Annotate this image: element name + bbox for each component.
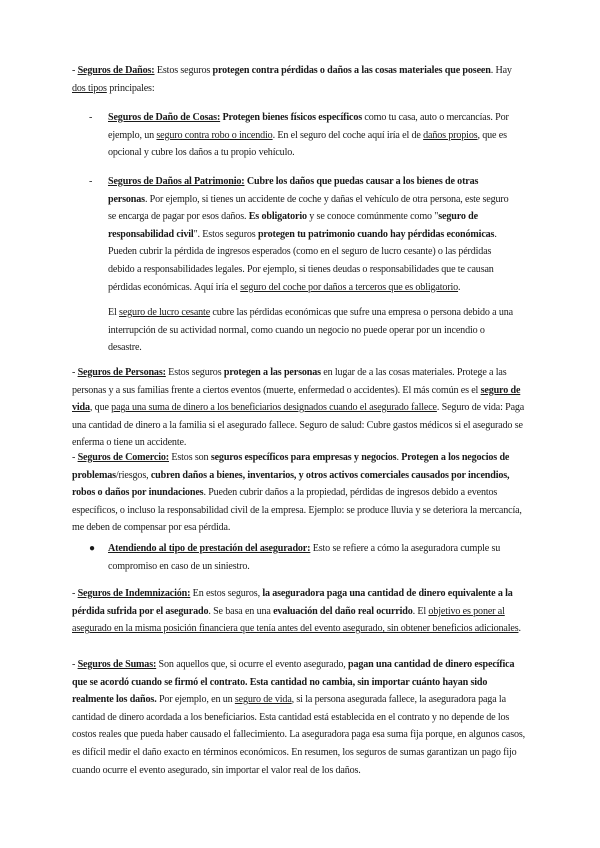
text: . Seguro de vida: Paga una cantidad de dinero a la familia si el asegurado fallece. Seguro de salud: Cubre gastos médicos si el asegurado se enferma o tiene un accidente. (72, 402, 525, 449)
heading-danos-patrimonio: Seguros de Daños al Patrimonio: (108, 176, 245, 187)
paragraph-seguros-indemnizacion (72, 585, 526, 638)
bold-text: Es obligatorio (248, 211, 307, 223)
bold-text: Protegen a los negocios de problemas (72, 452, 510, 481)
bullet-marker: ● (89, 543, 95, 554)
heading-dano-cosas: Seguros de Daño de Cosas: (108, 112, 221, 123)
text: cubre las pérdidas económicas que sufre una empresa o persona debido a una interrupción de su actividad normal, como cuando un negocio no puede operar por un incendio o desastre. (108, 307, 513, 354)
heading-seguros-danos: Seguros de Daños: (77, 65, 155, 76)
text: . (396, 452, 402, 463)
paragraph-seguros-comercio (72, 449, 526, 537)
heading-seguros-sumas: Seguros de Sumas: (77, 659, 157, 670)
text: . Pueden cubrir daños a la propiedad, pérdidas de ingresos debido a eventos específicos, o incluso la responsabilidad civil de la empresa. Ejemplo: se produce lluvia y se deteriora la mercancía, me deben de compensar por esa pérdida. (72, 487, 522, 534)
text: . Hay (490, 65, 512, 76)
underlined-text: seguro de vida (234, 694, 292, 706)
dash-marker: - (72, 659, 78, 670)
underlined-text: daños propios (423, 129, 478, 141)
paragraph-dano-cosas (89, 109, 518, 162)
underlined-text: dos tipos (72, 82, 107, 94)
paragraph-lucro-cesante (108, 304, 518, 357)
paragraph-danos-patrimonio (89, 173, 518, 296)
bold-text: evaluación del daño real ocurrido (273, 605, 413, 617)
heading-tipo-prestacion: Atendiendo al tipo de prestación del asegurador: (108, 543, 311, 554)
heading-seguros-indemnizacion: Seguros de Indemnización: (77, 588, 191, 599)
bold-text: seguros específicos para empresas y negocios (210, 452, 397, 463)
text: en lugar de a las cosas materiales. Protege a las personas y a sus familias frente a ciertos eventos (muerte, enfermedad o accidentes). El más común es el (72, 367, 507, 396)
text: Son aquellos que, si ocurre el evento asegurado, (156, 659, 348, 670)
text: , que (89, 402, 112, 414)
paragraph-seguros-personas (72, 364, 526, 452)
text: Por ejemplo, en un (156, 694, 235, 706)
text: /riesgos, (115, 469, 151, 481)
text: En estos seguros, (190, 588, 263, 599)
text: . Pueden cubrir la pérdida de ingresos esperados (como en el seguro de lucro cesante) o las pérdidas debido a responsabilidades legales. Por ejemplo, si tienes deudas o responsabilidades que te causan pérdidas económicas. Aquí iría el (108, 228, 497, 293)
text: . El (412, 605, 429, 617)
text: Estos seguros (165, 367, 224, 378)
text: . (518, 623, 521, 635)
dash-marker: - (72, 367, 78, 378)
text: ". Estos seguros (193, 228, 258, 240)
text: . Por ejemplo, si tienes un accidente de coche y dañas el vehículo de otra persona, este seguro se encarga de pagar por esos daños. (108, 193, 509, 223)
bold-text: Cubre los daños que puedas causar a los bienes de otras personas (108, 176, 479, 205)
text: . (458, 281, 461, 293)
bold-text: protegen tu patrimonio cuando hay pérdidas económicas (257, 228, 495, 240)
dash-marker: - (89, 112, 93, 123)
underlined-text: seguro de lucro cesante (119, 307, 211, 318)
underlined-text: paga una suma de dinero a los beneficiarios designados cuando el asegurado fallece (111, 402, 437, 414)
text: , si la persona asegurada fallece, la aseguradora paga la cantidad de dinero acordada a los beneficiarios. Esta cantidad está establecida en el contrato y no depende de los costos reales que pueda haber causado el fallecimiento. La aseguradora paga esa suma fija porque, en algunos casos, es difícil medir el daño exacto en términos económicos. En resumen, los seguros de sumas garantizan un pago fijo cuando ocurre el evento asegurado, sin importar el valor real de los daños. (72, 694, 526, 776)
text: . Se basa en una (208, 605, 274, 617)
paragraph-seguros-danos (72, 62, 526, 97)
bold-text: pagan una cantidad de dinero específica que se acordó cuando se firmó el contrato. Esta cantidad no cambia, sin importar cuánto hayan sido realmente los daños. (72, 659, 515, 706)
bold-text: Protegen bienes físicos específicos (220, 112, 363, 123)
bold-text: cubren daños a bienes, inventarios, y otros activos comerciales causados por incendios, robos o daños por inundaciones (72, 469, 510, 499)
text: El (108, 307, 120, 318)
text: y se conoce comúnmente como " (306, 211, 439, 223)
paragraph-seguros-sumas (72, 656, 526, 779)
bold-text: la aseguradora paga una cantidad de dinero equivalente a la pérdida sufrida por el asegurado (72, 588, 513, 617)
dash-marker: - (72, 65, 78, 76)
dash-marker: - (89, 176, 93, 187)
text: como tu casa, auto o mercancías. Por ejemplo, un (108, 112, 509, 141)
text: . En el seguro del coche aquí iría el de (272, 129, 424, 141)
text: Esto se refiere a cómo la aseguradora cumple su compromiso en caso de un siniestro. (108, 543, 501, 572)
underlined-text: seguro del coche por daños a terceros que es obligatorio (240, 281, 459, 293)
paragraph-tipo-prestacion (89, 540, 518, 575)
text: principales: (106, 82, 155, 94)
underlined-text: seguro contra robo o incendio (156, 129, 273, 141)
text: Estos seguros (154, 65, 213, 76)
bold-text: protegen a las personas (223, 367, 321, 378)
dash-marker: - (72, 588, 78, 599)
bold-text: protegen contra pérdidas o daños a las cosas materiales que poseen (212, 65, 491, 76)
text: , que es opcional y cubre los daños a tu propio vehículo. (108, 129, 507, 159)
heading-seguros-personas: Seguros de Personas: (77, 367, 166, 378)
text: Estos son (168, 452, 211, 463)
dash-marker: - (72, 452, 78, 463)
underlined-text: objetivo es poner al asegurado en la misma posición financiera que tenía antes del evento asegurado, sin obtener beneficios adicionales (72, 605, 519, 635)
bold-underlined-text: seguro de vida (72, 384, 521, 414)
bold-text: seguro de responsabilidad civil (108, 211, 478, 240)
heading-seguros-comercio: Seguros de Comercio: (77, 452, 169, 463)
